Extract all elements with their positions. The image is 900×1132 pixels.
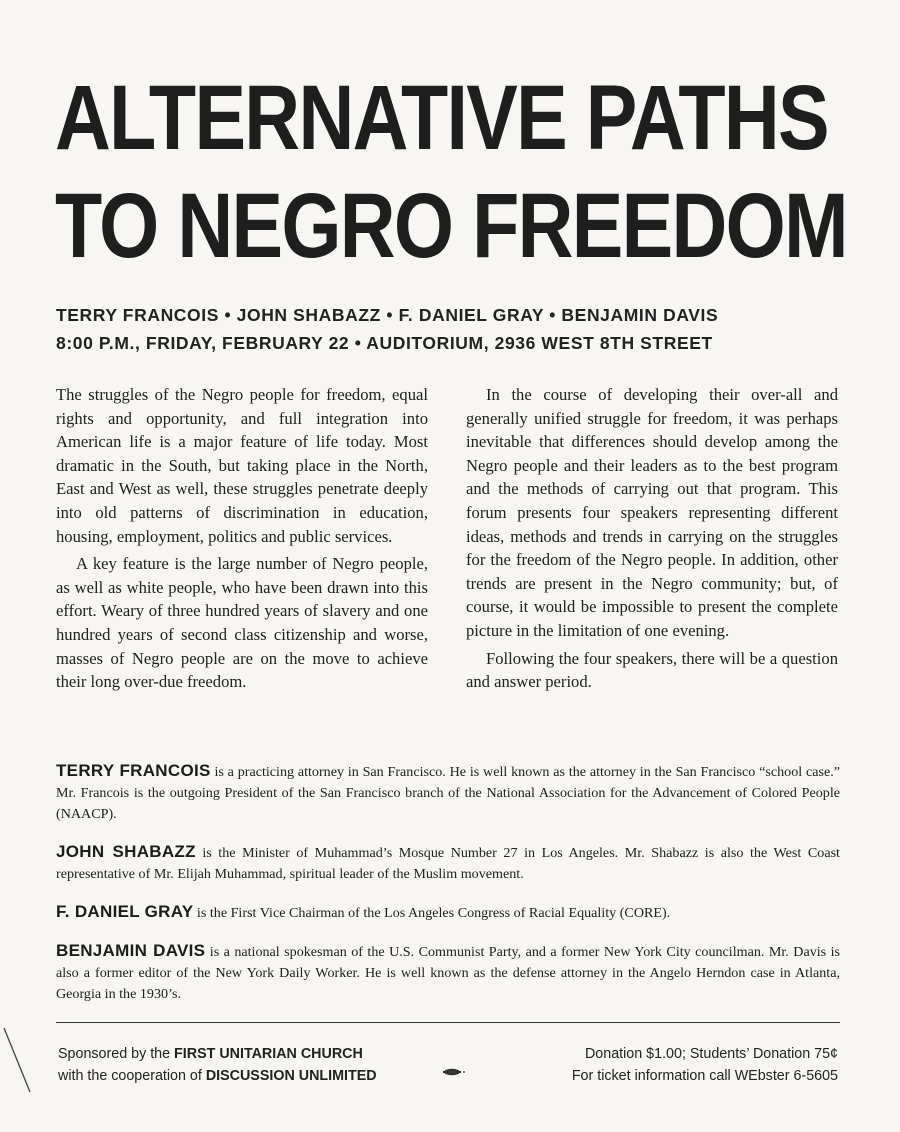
speaker-bios bbox=[56, 760, 840, 1021]
bio-text: is a national spokesman of the U.S. Communist Party, and a former New York City councilman. Mr. Davis is also a former editor of the New York Daily Worker. He is well known as the defense attorney in the Angelo Herndon case in Atlanta, Georgia in the 1930’s. bbox=[56, 944, 840, 1002]
paragraph: Following the four speakers, there will be a question and answer period. bbox=[466, 648, 838, 692]
cooperation-name: DISCUSSION UNLIMITED bbox=[205, 1068, 377, 1084]
donation-block bbox=[572, 1043, 838, 1087]
speaker-list: TERRY FRANCOIS • JOHN SHABAZZ • F. DANIEL GRAY • BENJAMIN DAVIS bbox=[56, 305, 719, 325]
bio-f-daniel-gray bbox=[56, 901, 840, 924]
bio-terry-francois bbox=[56, 760, 840, 825]
cooperation-prefix: with the cooperation of bbox=[58, 1068, 206, 1084]
donation-line: Donation $1.00; Students’ Donation 75¢ bbox=[584, 1046, 838, 1062]
sponsor-block bbox=[58, 1043, 377, 1087]
sponsor-line bbox=[58, 1043, 377, 1065]
paragraph: In the course of developing their over-all and generally unified struggle for freedom, it was perhaps inevitable that differences should develop among the Negro people and their leaders as to the best program and the methods of carrying out that program. This forum presents four speakers representing different ideas, methods and trends in carrying on the struggles for the freedom of the Negro people. In addition, other trends are present in the Negro community; but, of course, it would be impossible to present the complete picture in the limitation of one evening. bbox=[466, 385, 838, 640]
headline-line-1: ALTERNATIVE PATHS bbox=[55, 67, 828, 169]
bio-text: is the Minister of Muhammad’s Mosque Number 27 in Los Angeles. Mr. Shabazz is also the West Coast representative of Mr. Elijah Muhammad, spiritual leader of the Muslim movement. bbox=[56, 845, 840, 882]
paragraph: A key feature is the large number of Negro people, as well as white people, who have been drawn into this effort. Weary of three hundred years of slavery and one hundred years of second class citizenship and worse, masses of Negro people are on the move to achieve their long over-due freedom. bbox=[56, 554, 428, 692]
bio-name: BENJAMIN DAVIS bbox=[56, 941, 206, 960]
bio-name: F. DANIEL GRAY bbox=[56, 902, 194, 921]
bio-text: is a practicing attorney in San Francisco. He is well known as the attorney in the San Francisco “school case.” Mr. Francois is the outgoing President of the San Francisco branch of the National Association for the Advancement of Colored People (NAACP). bbox=[56, 764, 840, 822]
bio-john-shabazz bbox=[56, 841, 840, 885]
bio-text: is the First Vice Chairman of the Los Angeles Congress of Racial Equality (CORE). bbox=[193, 905, 671, 921]
sponsor-prefix: Sponsored by the bbox=[58, 1046, 175, 1062]
cooperation-line bbox=[58, 1065, 377, 1087]
headline bbox=[55, 64, 847, 280]
union-bug-icon bbox=[440, 1066, 468, 1078]
margin-mark-icon bbox=[0, 1020, 40, 1100]
bio-benjamin-davis bbox=[56, 940, 840, 1005]
ticket-info-line: For ticket information call WEbster 6-5605 bbox=[571, 1068, 838, 1084]
footer-divider bbox=[56, 1022, 840, 1023]
paragraph: The struggles of the Negro people for freedom, equal rights and opportunity, and full integration into American life is a major feature of life today. Most dramatic in the South, but taking place in the North, East and West as well, these struggles penetrate deeply into old patterns of discrimination in education, housing, employment, politics and public services. bbox=[56, 385, 428, 546]
event-subhead bbox=[56, 301, 846, 357]
bio-name: JOHN SHABAZZ bbox=[56, 842, 196, 861]
body-column-right bbox=[466, 383, 838, 694]
event-details: 8:00 P.M., FRIDAY, FEBRUARY 22 • AUDITORIUM, 2936 WEST 8TH STREET bbox=[56, 333, 713, 353]
sponsor-name: FIRST UNITARIAN CHURCH bbox=[174, 1046, 363, 1062]
headline-line-2: TO NEGRO FREEDOM bbox=[55, 175, 847, 277]
bio-name: TERRY FRANCOIS bbox=[56, 761, 211, 780]
body-column-left bbox=[56, 383, 428, 694]
